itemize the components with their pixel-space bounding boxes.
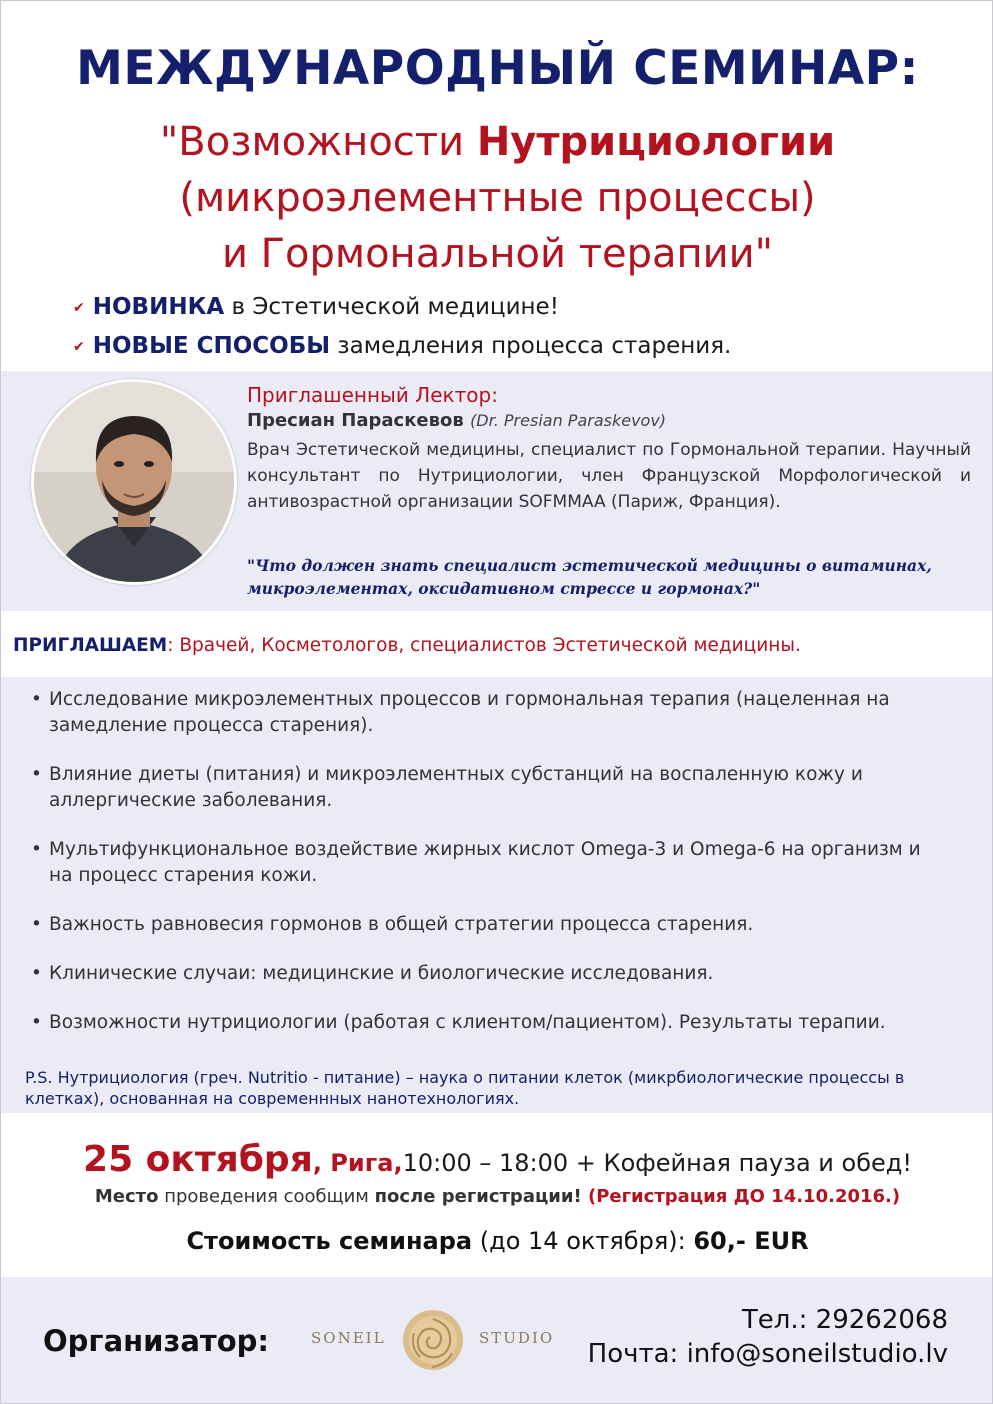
event-time: 10:00 – 18:00 — [402, 1149, 569, 1177]
list-item: • Мультифункциональное воздействие жирных кислот Omega-3 и Omega-6 на организм и на процесс старения кожи. — [31, 837, 931, 889]
price-note: (до 14 октября): — [472, 1227, 694, 1255]
check-icon: ✔ — [73, 300, 85, 316]
lecturer-description: Врач Эстетической медицины, специалист по Гормональной терапии. Научный консультант по Нутрициологии, член Французской Морфологической и антивозрастной организации SOFMMAA (Париж, Франция). — [247, 440, 971, 512]
subtitle-bold: Нутрициологии — [476, 119, 836, 165]
list-item: • Влияние диеты (питания) и микроэлементных субстанций на воспаленную кожу и аллергические заболевания. — [31, 762, 931, 814]
ps-note: P.S. Нутрициология (греч. Nutritio - питание) – наука о питании клеток (микрбиологические процессы в клетках), основанная на современнных нанотехнологиях. — [25, 1068, 905, 1108]
place-bold-2: после регистрации! — [374, 1186, 582, 1207]
highlight-item — [73, 327, 731, 366]
highlight-bold: НОВИНКА — [92, 294, 225, 320]
lecturer-label: Приглашенный Лектор: — [247, 383, 498, 407]
price-line — [1, 1227, 993, 1255]
lecturer-name-latin: (Dr. Presian Paraskevov) — [470, 411, 667, 430]
lecturer-portrait-icon — [34, 382, 234, 582]
organizer-logo — [307, 1301, 567, 1381]
topics-list — [31, 687, 931, 1059]
highlight-bold: НОВЫЕ СПОСОБЫ — [92, 333, 331, 359]
event-place-line — [1, 1186, 993, 1207]
list-item: • Важность равновесия гормонов в общей стратегии процесса старения. — [31, 912, 931, 938]
contact-info — [588, 1303, 948, 1371]
page-title: МЕЖДУНАРОДНЫЙ СЕМИНАР: — [76, 41, 919, 96]
place-bold-1: Место — [94, 1186, 159, 1207]
event-city: , Рига, — [312, 1149, 403, 1177]
lecturer-photo — [31, 379, 237, 585]
subtitle-line-1 — [1, 114, 993, 170]
lecturer-name — [247, 410, 666, 431]
subtitle-pre: "Возможности — [159, 119, 477, 165]
list-item: • Исследование микроэлементных процессов и гормональная терапия (нацеленная на замедление процесса старения). — [31, 687, 931, 739]
highlight-text: замедления процесса старения. — [330, 333, 732, 359]
email[interactable]: Почта: info@soneilstudio.lv — [587, 1339, 948, 1369]
check-icon: ✔ — [73, 339, 85, 355]
phone[interactable]: Тел.: 29262068 — [741, 1305, 948, 1335]
price-label: Стоимость семинара — [186, 1227, 473, 1255]
highlight-text: в Эстетической медицине! — [224, 294, 559, 320]
invite-label: ПРИГЛАШАЕМ — [13, 635, 168, 656]
lecturer-quote: "Что должен знать специалист эстетической медицины о витаминах, микроэлементах, оксидативном стрессе и гормонах?" — [247, 556, 932, 598]
logo-text-left: SONEIL — [311, 1329, 386, 1347]
place-text: проведения сообщим — [158, 1186, 375, 1207]
event-date: 25 октября — [83, 1139, 313, 1180]
highlights-list — [73, 288, 731, 366]
list-item: • Клинические случаи: медицинские и биологические исследования. — [31, 961, 931, 987]
organizer-label: Организатор: — [43, 1324, 269, 1358]
seminar-subtitle — [1, 114, 993, 282]
rose-icon — [400, 1307, 466, 1373]
logo-text-right: STUDIO — [479, 1329, 555, 1347]
registration-deadline: (Регистрация ДО 14.10.2016.) — [581, 1186, 901, 1207]
event-extra: + Кофейная пауза и обед! — [568, 1149, 912, 1177]
highlight-item — [73, 288, 731, 327]
event-date-line — [1, 1139, 993, 1180]
price-value: 60,- EUR — [693, 1227, 809, 1255]
subtitle-line-3: и Гормональной терапии" — [221, 231, 774, 277]
invite-text: : Врачей, Косметологов, специалистов Эстетической медицины. — [167, 635, 801, 656]
list-item: • Возможности нутрициологии (работая с клиентом/пациентом). Результаты терапии. — [31, 1010, 931, 1036]
subtitle-line-2: (микроэлементные процессы) — [179, 175, 816, 221]
invite-line — [13, 635, 801, 656]
lecturer-name-text: Пресиан Параскевов — [247, 410, 464, 431]
